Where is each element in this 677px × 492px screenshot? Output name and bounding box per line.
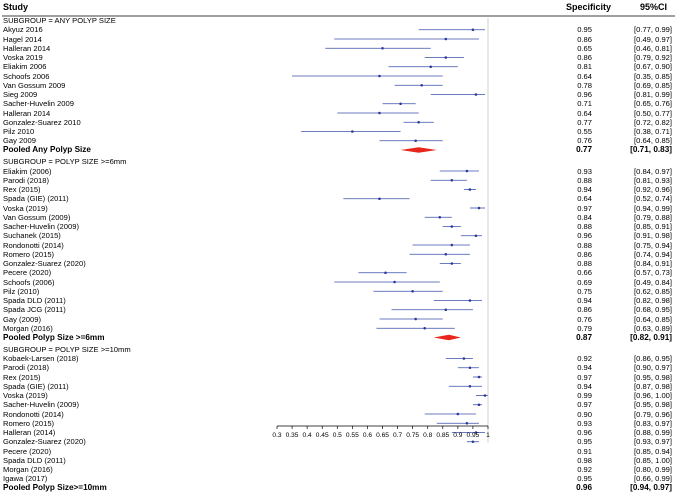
ci-value: [0.68, 0.95] [634, 305, 672, 315]
ci-value: [0.95, 0.98] [634, 372, 672, 382]
ci-value: [0.64, 0.85] [634, 136, 672, 146]
point-estimate [457, 413, 460, 416]
ci-value: [0.82, 0.98] [634, 296, 672, 305]
x-tick-label: 0.35 [285, 432, 299, 439]
x-tick-label: 0.5 [332, 432, 342, 439]
specificity-value: 0.71 [577, 99, 592, 109]
point-estimate [378, 197, 381, 200]
subgroup-label: SUBGROUP = ANY POLYP SIZE [3, 16, 116, 25]
specificity-value: 0.76 [577, 136, 592, 146]
ci-value: [0.49, 0.97] [634, 34, 672, 44]
study-name: Igawa (2017) [3, 474, 48, 484]
point-estimate [429, 65, 432, 68]
ci-value: [0.50, 0.77] [634, 108, 672, 118]
specificity-value: 0.96 [577, 90, 592, 99]
point-estimate [414, 318, 417, 321]
point-estimate [445, 56, 448, 59]
specificity-value: 0.97 [577, 372, 592, 382]
study-name: Halleran (2014) [3, 428, 56, 437]
point-estimate [420, 84, 423, 87]
ci-value: [0.91, 0.98] [634, 231, 672, 241]
specificity-value: 0.88 [577, 240, 592, 250]
point-estimate [399, 102, 402, 105]
ci-value: [0.84, 0.97] [634, 166, 672, 176]
specificity-value: 0.84 [577, 212, 592, 222]
study-name: Eliakim (2006) [3, 166, 52, 176]
ci-value: [0.85, 1.00] [634, 455, 672, 465]
study-column-header: Study [3, 2, 29, 12]
study-name: Rex (2015) [3, 185, 41, 194]
study-name: Halleran 2014 [3, 43, 51, 53]
point-estimate [469, 299, 472, 302]
x-tick-label: 0.45 [315, 432, 329, 439]
ci-value: [0.96, 1.00] [634, 391, 672, 400]
point-estimate [469, 366, 472, 369]
subgroup-label: SUBGROUP = POLYP SIZE >=10mm [3, 344, 131, 354]
study-name: Gonzalez-Suarez 2010 [3, 117, 81, 127]
ci-value: [0.85, 0.94] [634, 446, 672, 456]
ci-value: [0.72, 0.82] [634, 117, 672, 127]
specificity-value: 0.64 [577, 194, 592, 204]
x-tick-label: 0.85 [436, 432, 450, 439]
specificity-value: 0.77 [577, 117, 592, 127]
specificity-value: 0.78 [577, 80, 592, 90]
pooled-label: Pooled Polyp Size >=6mm [3, 332, 105, 342]
ci-value: [0.75, 0.94] [634, 240, 672, 250]
study-name: Gonzalez-Suarez (2020) [3, 437, 86, 447]
study-name: Pecere (2020) [3, 446, 52, 456]
point-estimate [381, 47, 384, 50]
point-estimate [393, 281, 396, 284]
x-tick-label: 0.8 [423, 432, 433, 439]
ci-value: [0.81, 0.99] [634, 90, 672, 99]
point-estimate [484, 394, 487, 397]
study-name: Sacher-Huvelin (2009) [3, 400, 79, 410]
specificity-value: 0.86 [577, 305, 592, 315]
point-estimate [351, 130, 354, 133]
study-name: Spada JCG (2011) [3, 305, 66, 315]
ci-value: [0.52, 0.74] [634, 194, 672, 204]
ci-value: [0.69, 0.85] [634, 80, 672, 90]
specificity-value: 0.91 [577, 446, 592, 456]
specificity-value: 0.64 [577, 71, 592, 81]
point-estimate [378, 112, 381, 115]
specificity-value: 0.96 [577, 231, 592, 241]
study-name: Gay 2009 [3, 136, 36, 146]
ci-value: [0.87, 0.98] [634, 381, 672, 391]
study-name: Pilz 2010 [3, 127, 35, 136]
study-name: Parodi (2018) [3, 363, 50, 373]
specificity-value: 0.95 [577, 437, 592, 447]
point-estimate [451, 225, 454, 228]
x-tick-label: 0.65 [376, 432, 389, 439]
pooled-diamond [434, 335, 461, 341]
specificity-value: 0.93 [577, 166, 592, 176]
specificity-value: 0.97 [577, 203, 592, 213]
specificity-value: 0.92 [577, 354, 592, 363]
ci-value: [0.62, 0.85] [634, 286, 672, 296]
specificity-value: 0.86 [577, 53, 592, 62]
pooled-diamond [401, 147, 437, 153]
ci-value: [0.79, 0.92] [634, 53, 672, 62]
study-name: Kobaek-Larsen (2018) [3, 354, 79, 363]
x-tick-label: 0.55 [345, 432, 359, 439]
point-estimate [417, 121, 420, 124]
pooled-ci: [0.82, 0.91] [630, 332, 672, 342]
study-name: Romero (2015) [3, 418, 55, 428]
ci-value: [0.83, 0.97] [634, 418, 672, 428]
ci-value: [0.38, 0.71] [634, 127, 672, 136]
ci-value: [0.93, 0.97] [634, 437, 672, 447]
x-tick-label: 0.6 [362, 432, 373, 439]
subgroup-label: SUBGROUP = POLYP SIZE >=6mm [3, 157, 127, 167]
ci-value: [0.95, 0.98] [634, 400, 672, 410]
study-name: Parodi (2018) [3, 175, 50, 185]
ci-value: [0.57, 0.73] [634, 268, 672, 278]
study-name: Voska (2019) [3, 391, 48, 400]
point-estimate [445, 38, 448, 41]
ci-value: [0.67, 0.90] [634, 62, 672, 72]
study-name: Sieg 2009 [3, 90, 38, 99]
ci-value: [0.64, 0.85] [634, 314, 672, 324]
specificity-value: 0.65 [577, 43, 592, 53]
specificity-value: 0.86 [577, 249, 592, 259]
point-estimate [475, 93, 478, 96]
ci-value: [0.77, 0.99] [634, 25, 672, 35]
specificity-value: 0.69 [577, 277, 592, 287]
x-tick-label: 0.7 [392, 432, 403, 439]
point-estimate [451, 262, 454, 265]
study-name: Halleran 2014 [3, 108, 51, 118]
study-name: Van Gossum (2009) [3, 212, 71, 222]
study-name: Sacher-Huvelin 2009 [3, 99, 74, 109]
specificity-value: 0.66 [577, 268, 592, 278]
point-estimate [472, 28, 475, 31]
point-estimate [475, 234, 478, 237]
study-name: Schoofs (2006) [3, 277, 55, 287]
ci-value: [0.94, 0.99] [634, 203, 672, 213]
specificity-value: 0.95 [577, 25, 592, 35]
ci-value: [0.88, 0.99] [634, 428, 672, 437]
pooled-label: Pooled Polyp Size>=10mm [3, 483, 107, 492]
specificity-value: 0.76 [577, 314, 592, 324]
point-estimate [411, 290, 414, 293]
study-name: Suchanek (2015) [3, 231, 61, 241]
study-name: Voska 2019 [3, 53, 43, 62]
specificity-value: 0.90 [577, 409, 592, 419]
ci-value: [0.66, 0.99] [634, 474, 672, 484]
point-estimate [423, 327, 426, 330]
point-estimate [478, 207, 481, 210]
point-estimate [451, 179, 454, 182]
x-tick-label: 0.4 [302, 432, 312, 439]
pooled-label: Pooled Any Polyp Size [3, 145, 91, 154]
ci-value: [0.63, 0.89] [634, 323, 672, 333]
ci-value: [0.79, 0.88] [634, 212, 672, 222]
ci-value: [0.35, 0.85] [634, 71, 672, 81]
ci-value: [0.85, 0.91] [634, 222, 672, 231]
study-name: Rex (2015) [3, 372, 41, 382]
point-estimate [384, 271, 387, 274]
ci-value: [0.65, 0.76] [634, 99, 672, 109]
study-name: Spada (GIE) (2011) [3, 194, 69, 204]
specificity-value: 0.79 [577, 323, 592, 333]
ci-value: [0.79, 0.96] [634, 409, 672, 419]
study-name: Spada DLD (2011) [3, 455, 66, 465]
specificity-value: 0.93 [577, 418, 592, 428]
study-name: Rondonotti (2014) [3, 240, 64, 250]
study-name: Akyuz 2016 [3, 25, 43, 35]
specificity-value: 0.99 [577, 391, 592, 400]
ci-value: [0.46, 0.81] [634, 43, 672, 53]
study-name: Schoofs 2006 [3, 71, 50, 81]
point-estimate [466, 422, 469, 425]
study-name: Morgan (2016) [3, 323, 53, 333]
specificity-value: 0.75 [577, 286, 592, 296]
study-name: Spada DLD (2011) [3, 296, 66, 305]
x-tick-label: 1 [486, 432, 490, 439]
point-estimate [469, 385, 472, 388]
specificity-value: 0.98 [577, 455, 592, 465]
specificity-value: 0.88 [577, 259, 592, 268]
specificity-value: 0.94 [577, 296, 592, 305]
study-name: Pilz (2010) [3, 286, 40, 296]
specificity-value: 0.86 [577, 34, 592, 44]
specificity-value: 0.88 [577, 222, 592, 231]
specificity-value: 0.95 [577, 474, 592, 484]
study-name: Gonzalez-Suarez (2020) [3, 259, 86, 268]
study-name: Gay (2009) [3, 314, 41, 324]
specificity-value: 0.97 [577, 400, 592, 410]
point-estimate [414, 139, 417, 142]
ci-value: [0.90, 0.97] [634, 363, 672, 373]
study-name: Sacher-Huvelin (2009) [3, 222, 79, 231]
x-tick-label: 0.3 [272, 432, 282, 439]
x-tick-label: 0.9 [453, 432, 463, 439]
point-estimate [451, 244, 454, 247]
point-estimate [438, 216, 441, 219]
point-estimate [445, 253, 448, 256]
point-estimate [469, 188, 472, 191]
ci-value: [0.74, 0.94] [634, 249, 672, 259]
point-estimate [466, 170, 469, 173]
ci-value: [0.49, 0.84] [634, 277, 672, 287]
pooled-ci: [0.94, 0.97] [630, 483, 672, 492]
ci-value: [0.81, 0.93] [634, 175, 672, 185]
point-estimate [378, 75, 381, 78]
x-tick-label: 0.75 [406, 432, 420, 439]
point-estimate [445, 308, 448, 311]
pooled-ci: [0.71, 0.83] [630, 145, 672, 154]
study-name: Eliakim 2006 [3, 62, 47, 72]
specificity-value: 0.81 [577, 62, 592, 72]
specificity-value: 0.92 [577, 465, 592, 474]
ci-value: [0.86, 0.95] [634, 354, 672, 363]
ci-value: [0.80, 0.99] [634, 465, 672, 474]
pooled-specificity: 0.87 [576, 332, 592, 342]
specificity-value: 0.88 [577, 175, 592, 185]
study-name: Romero (2015) [3, 249, 55, 259]
study-name: Spada (GIE) (2011) [3, 381, 69, 391]
ci-value: [0.84, 0.91] [634, 259, 672, 268]
point-estimate [463, 357, 466, 360]
specificity-value: 0.94 [577, 185, 592, 194]
study-name: Rondonotti (2014) [3, 409, 64, 419]
specificity-value: 0.94 [577, 363, 592, 373]
specificity-value: 0.55 [577, 127, 592, 136]
pooled-specificity: 0.77 [576, 145, 592, 154]
point-estimate [478, 403, 481, 406]
pooled-specificity: 0.96 [576, 483, 592, 492]
study-name: Morgan (2016) [3, 465, 53, 474]
study-name: Hagel 2014 [3, 34, 42, 44]
specificity-value: 0.96 [577, 428, 592, 437]
ci-column-header: 95%CI [640, 2, 668, 12]
specificity-column-header: Specificity [566, 2, 612, 12]
specificity-value: 0.94 [577, 381, 592, 391]
specificity-value: 0.64 [577, 108, 592, 118]
ci-value: [0.92, 0.96] [634, 185, 672, 194]
study-name: Voska (2019) [3, 203, 48, 213]
x-tick-label: 0.95 [466, 432, 480, 439]
study-name: Van Gossum 2009 [3, 80, 66, 90]
point-estimate [478, 376, 481, 379]
study-name: Pecere (2020) [3, 268, 52, 278]
